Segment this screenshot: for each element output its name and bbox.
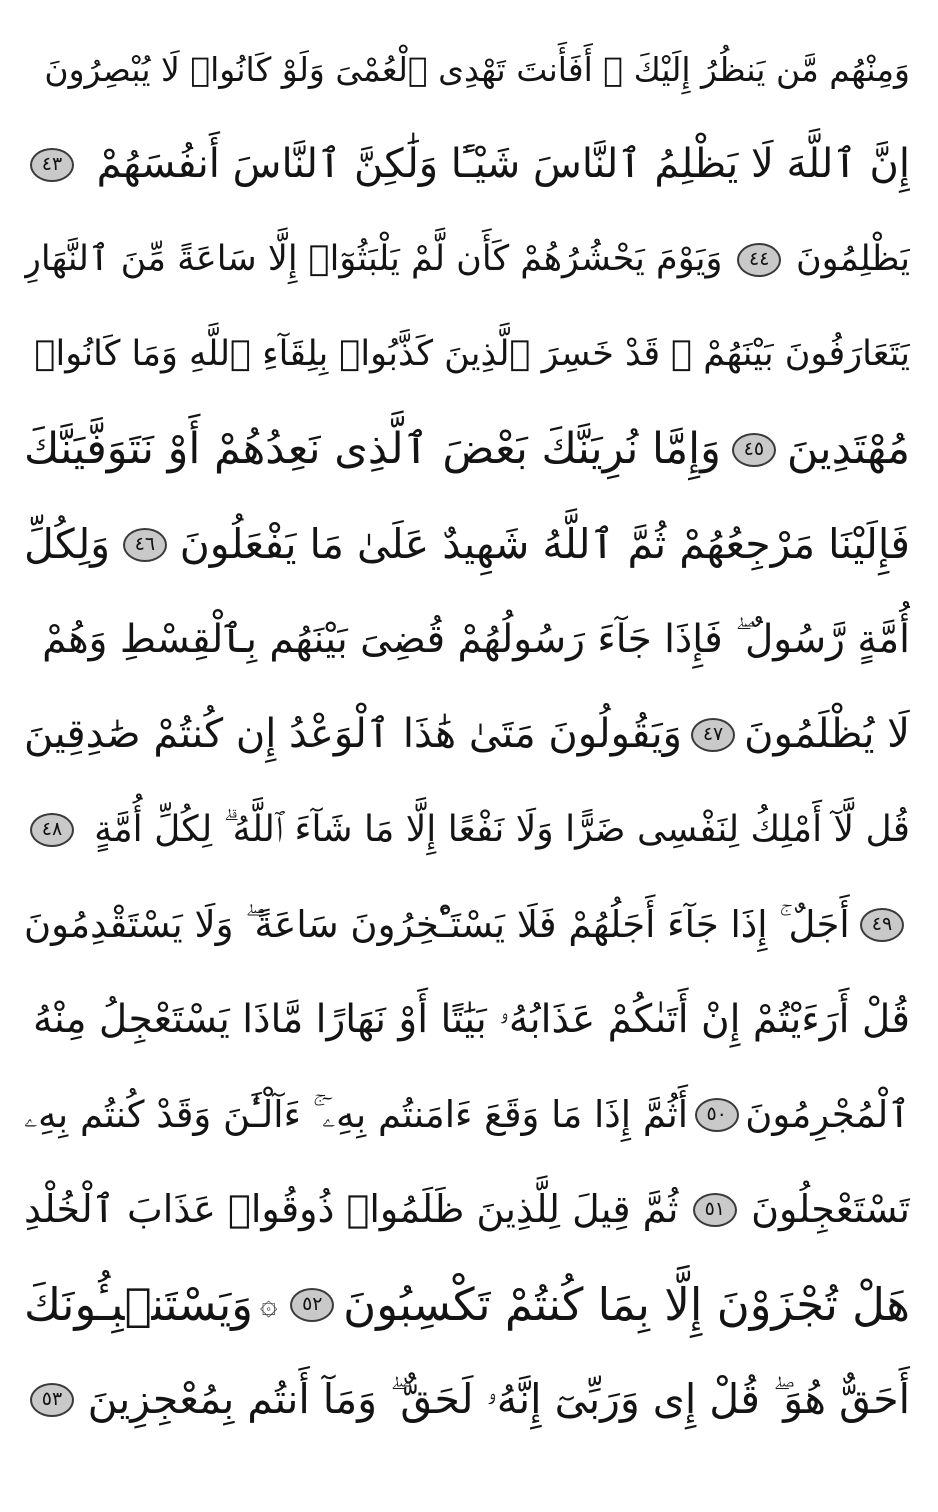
ayah-number-marker: ٤٤ (737, 243, 781, 277)
verse-text: أُمَّةٍ رَّسُولٌ ۖ فَإِذَا جَآءَ رَسُولُهُمْ قُضِىَ بَيْنَهُم بِٱلْقِسْطِ وَهُمْ (42, 617, 910, 662)
verse-text: مُهْتَدِينَ (786, 424, 910, 474)
ayah-number-marker: ٥٢ (290, 1288, 334, 1322)
verse-text: وَيَسْتَنۢبِـُٔونَكَ (24, 1278, 254, 1331)
text-line-9 (24, 782, 910, 877)
text-line-14 (24, 1257, 910, 1352)
ayah-number-marker: ٤٧ (691, 718, 735, 752)
verse-text: وَلِكُلِّ (24, 520, 110, 568)
ayah-number-marker: ٥١ (693, 1193, 737, 1227)
verse-text: وَيَوْمَ يَحْشُرُهُمْ كَأَن لَّمْ يَلْبَثُوٓا۟ إِلَّا سَاعَةً مِّنَ ٱلنَّهَارِ (24, 239, 723, 279)
text-line-11 (24, 972, 910, 1067)
text-line-15 (24, 1352, 910, 1447)
text-line-6 (24, 497, 910, 592)
text-line-4 (24, 307, 910, 402)
verse-text: وَإِمَّا نُرِيَنَّكَ بَعْضَ ٱلَّذِى نَعِدُهُمْ أَوْ نَتَوَفَّيَنَّكَ (24, 424, 721, 474)
ayah-number-marker: ٤٥ (732, 433, 776, 467)
verse-text: تَسْتَعْجِلُونَ (751, 1187, 910, 1231)
verse-text: إِنَّ ٱللَّهَ لَا يَظْلِمُ ٱلنَّاسَ شَيْـًٔا وَلَٰكِنَّ ٱلنَّاسَ أَنفُسَهُمْ (96, 141, 910, 187)
text-line-12 (24, 1067, 910, 1162)
verse-text: هَلْ تُجْزَوْنَ إِلَّا بِمَا كُنتُمْ تَكْسِبُونَ (343, 1278, 910, 1331)
ayah-number-marker: ٤٩ (860, 908, 904, 942)
ayah-number-marker: ٤٦ (123, 528, 167, 562)
verse-text: يَظْلِمُونَ (795, 239, 910, 279)
ayah-number-marker: ٤٨ (30, 813, 74, 847)
ayah-number-marker: ٥٣ (30, 1383, 74, 1417)
ayah-number-marker: ٥٠ (695, 1098, 739, 1132)
verse-text: وَيَقُولُونَ مَتَىٰ هَٰذَا ٱلْوَعْدُ إِن كُنتُمْ صَٰدِقِينَ (24, 711, 682, 757)
verse-text: أَحَقٌّ هُوَ ۖ قُلْ إِى وَرَبِّىٓ إِنَّهُۥ لَحَقٌّ ۖ وَمَآ أَنتُم بِمُعْجِزِينَ (87, 1375, 910, 1423)
verse-text: ثُمَّ قِيلَ لِلَّذِينَ ظَلَمُوا۟ ذُوقُوا۟ عَذَابَ ٱلْخُلْدِ (24, 1187, 679, 1231)
verse-text: يَتَعَارَفُونَ بَيْنَهُمْ ۚ قَدْ خَسِرَ ٱلَّذِينَ كَذَّبُوا۟ بِلِقَآءِ ٱللَّهِ وَمَا كَانُوا۟ (34, 334, 910, 374)
text-line-13 (24, 1162, 910, 1257)
hizb-star-icon: ۞ (259, 1287, 278, 1322)
verse-text: قُل لَّآ أَمْلِكُ لِنَفْسِى ضَرًّا وَلَا نَفْعًا إِلَّا مَا شَآءَ ٱللَّهُ ۗ لِكُلِّ أُمَّةٍ (94, 809, 910, 850)
verse-text: أَجَلٌ ۚ إِذَا جَآءَ أَجَلُهُمْ فَلَا يَسْتَـْٔخِرُونَ سَاعَةً ۖ وَلَا يَسْتَقْدِمُونَ (24, 903, 850, 946)
verse-text: قُلْ أَرَءَيْتُمْ إِنْ أَتَىٰكُمْ عَذَابُهُۥ بَيَٰتًا أَوْ نَهَارًا مَّاذَا يَسْتَعْجِلُ مِنْهُ (32, 997, 910, 1042)
text-line-1 (24, 22, 910, 117)
verse-text: أَثُمَّ إِذَا مَا وَقَعَ ءَامَنتُم بِهِۦٓ ۚ ءَآلْـَٰٔنَ وَقَدْ كُنتُم بِهِۦ (24, 1093, 689, 1136)
verse-text: ٱلْمُجْرِمُونَ (745, 1093, 910, 1136)
verse-text: لَا يُظْلَمُونَ (744, 711, 910, 757)
ayah-number-marker: ٤٣ (30, 148, 74, 182)
text-line-5 (24, 402, 910, 497)
text-line-2 (24, 117, 910, 212)
text-line-10 (24, 877, 910, 972)
verse-text: وَمِنْهُم مَّن يَنظُرُ إِلَيْكَ ۚ أَفَأَنتَ تَهْدِى ٱلْعُمْىَ وَلَوْ كَانُوا۟ لَا يُبْصِرُونَ (44, 50, 910, 89)
text-line-8 (24, 687, 910, 782)
text-line-3 (24, 212, 910, 307)
text-line-7 (24, 592, 910, 687)
verse-text: فَإِلَيْنَا مَرْجِعُهُمْ ثُمَّ ٱللَّهُ شَهِيدٌ عَلَىٰ مَا يَفْعَلُونَ (179, 520, 910, 568)
